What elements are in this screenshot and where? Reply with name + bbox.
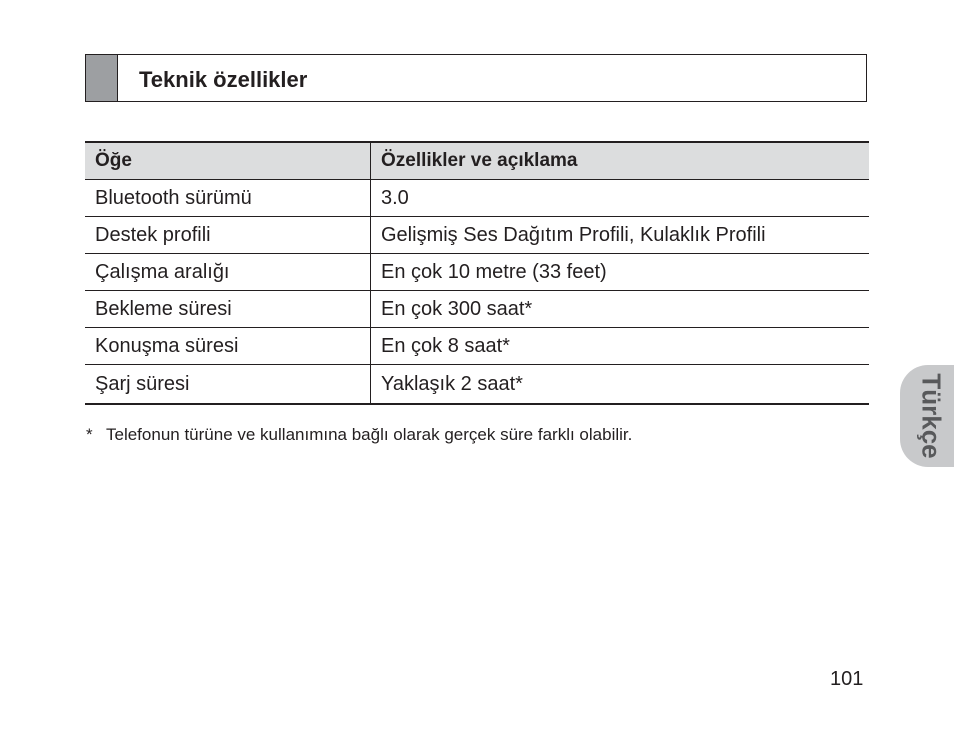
language-tab-label: Türkçe: [916, 373, 947, 459]
table-row: [85, 217, 869, 254]
row-value: Yaklaşık 2 saat*: [371, 365, 870, 405]
row-item: Bekleme süresi: [85, 291, 371, 328]
section-marker: [86, 55, 118, 101]
specifications-table: [85, 141, 869, 405]
row-value: En çok 300 saat*: [371, 291, 870, 328]
table-row: [85, 328, 869, 365]
column-header-item: Öğe: [85, 142, 371, 180]
column-header-specs: Özellikler ve açıklama: [371, 142, 870, 180]
row-value: En çok 8 saat*: [371, 328, 870, 365]
row-item: Konuşma süresi: [85, 328, 371, 365]
row-item: Şarj süresi: [85, 365, 371, 405]
footnote: [86, 425, 632, 445]
row-item: Çalışma aralığı: [85, 254, 371, 291]
row-value: Gelişmiş Ses Dağıtım Profili, Kulaklık Profili: [371, 217, 870, 254]
table-row: [85, 254, 869, 291]
page-number: 101: [830, 668, 864, 690]
table-header-row: [85, 142, 869, 180]
row-value: 3.0: [371, 180, 870, 217]
row-value: En çok 10 metre (33 feet): [371, 254, 870, 291]
table-row: [85, 180, 869, 217]
footnote-text: Telefonun türüne ve kullanımına bağlı olarak gerçek süre farklı olabilir.: [106, 425, 633, 444]
section-title: Teknik özellikler: [139, 67, 308, 92]
table-row: [85, 291, 869, 328]
table-row: [85, 365, 869, 405]
row-item: Bluetooth sürümü: [85, 180, 371, 217]
row-item: Destek profili: [85, 217, 371, 254]
section-header: [85, 54, 867, 102]
footnote-marker: *: [86, 425, 93, 444]
language-tab: [900, 365, 954, 467]
